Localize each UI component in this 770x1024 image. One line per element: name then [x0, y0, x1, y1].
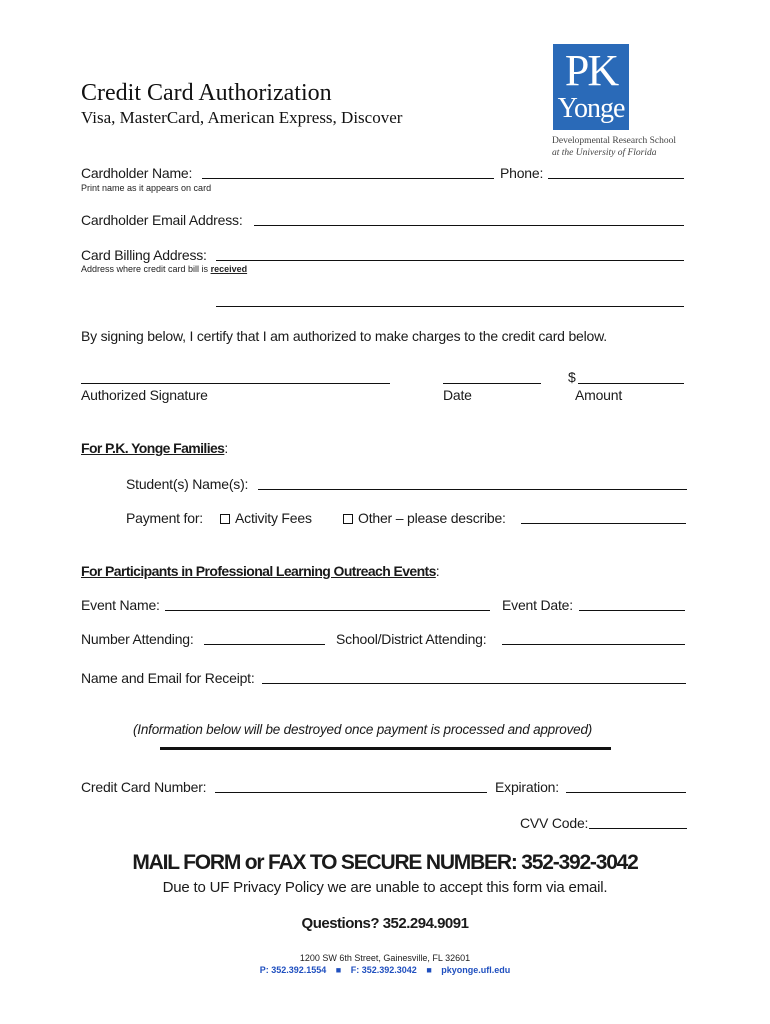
billing-hint-emphasis: received — [210, 264, 248, 274]
number-attending-label: Number Attending: — [81, 631, 194, 647]
other-checkbox[interactable] — [343, 514, 353, 524]
card-number-field[interactable] — [215, 792, 487, 793]
participants-heading — [81, 563, 440, 581]
date-field[interactable] — [443, 383, 541, 384]
expiration-field[interactable] — [566, 792, 686, 793]
other-description-field[interactable] — [521, 523, 686, 524]
certification-statement: By signing below, I certify that I am authorized to make charges to the credit card below. — [81, 328, 607, 344]
other-label: Other – please describe: — [358, 510, 506, 526]
destroy-notice: (Information below will be destroyed once payment is processed and approved) — [133, 722, 593, 737]
questions-phone: Questions? 352.294.9091 — [301, 915, 469, 932]
participants-heading-colon: : — [435, 563, 440, 579]
date-label: Date — [443, 387, 472, 403]
amount-field[interactable] — [578, 383, 684, 384]
separator-square-icon: ■ — [335, 965, 342, 975]
cardholder-name-hint: Print name as it appears on card — [81, 183, 212, 193]
billing-address-field-2[interactable] — [216, 306, 684, 307]
phone-field[interactable] — [548, 178, 684, 179]
cvv-field[interactable] — [589, 828, 687, 829]
logo-mark-bottom: Yonge — [557, 93, 625, 124]
school-address: 1200 SW 6th Street, Gainesville, FL 32601 — [299, 953, 471, 963]
students-field[interactable] — [258, 489, 687, 490]
logo-school-name: Developmental Research School — [552, 136, 676, 146]
receipt-field[interactable] — [262, 683, 686, 684]
payment-for-label: Payment for: — [126, 510, 203, 526]
contact-phone: P: 352.392.1554 — [259, 965, 327, 975]
families-heading-text: For P.K. Yonge Families — [81, 440, 225, 456]
mail-fax-instruction: MAIL FORM or FAX TO SECURE NUMBER: 352-392-3042 — [132, 851, 638, 874]
cardholder-name-label: Cardholder Name: — [81, 165, 193, 181]
contact-line — [0, 965, 770, 975]
number-attending-field[interactable] — [204, 644, 325, 645]
event-date-field[interactable] — [579, 610, 685, 611]
receipt-label: Name and Email for Receipt: — [81, 670, 255, 686]
phone-label: Phone: — [500, 165, 544, 181]
other-option[interactable] — [343, 510, 506, 526]
dollar-sign: $ — [568, 369, 576, 385]
signature-field[interactable] — [81, 383, 390, 384]
form-subtitle: Visa, MasterCard, American Express, Discover — [81, 108, 403, 127]
signature-label: Authorized Signature — [81, 387, 208, 403]
activity-fees-option[interactable] — [220, 510, 312, 526]
amount-label: Amount — [575, 387, 623, 403]
billing-address-label: Card Billing Address: — [81, 247, 207, 263]
participants-heading-text: For Participants in Professional Learning Outreach Events — [81, 563, 436, 579]
cardholder-name-field[interactable] — [202, 178, 494, 179]
cardholder-email-field[interactable] — [254, 225, 684, 226]
families-heading — [81, 440, 228, 458]
activity-fees-label: Activity Fees — [235, 510, 312, 526]
cvv-label: CVV Code: — [520, 815, 589, 831]
separator-square-icon: ■ — [426, 965, 432, 975]
notice-divider — [160, 747, 611, 750]
event-date-label: Event Date: — [502, 597, 573, 613]
billing-address-field[interactable] — [216, 260, 684, 261]
form-title: Credit Card Authorization — [81, 80, 332, 106]
event-name-field[interactable] — [165, 610, 490, 611]
school-district-label: School/District Attending: — [336, 631, 487, 647]
students-label: Student(s) Name(s): — [126, 476, 249, 492]
event-name-label: Event Name: — [81, 597, 160, 613]
school-district-field[interactable] — [502, 644, 685, 645]
expiration-label: Expiration: — [495, 779, 559, 795]
logo-mark-top: PK — [564, 46, 618, 95]
families-heading-colon: : — [224, 440, 229, 456]
cardholder-email-label: Cardholder Email Address: — [81, 212, 243, 228]
logo-university: at the University of Florida — [552, 148, 657, 158]
billing-hint-text: Address where credit card bill is — [81, 264, 211, 274]
pk-yonge-logo — [553, 44, 629, 130]
privacy-notice: Due to UF Privacy Policy we are unable to accept this form via email. — [162, 879, 608, 896]
website-link[interactable]: pkyonge.ufl.edu — [441, 965, 511, 975]
card-number-label: Credit Card Number: — [81, 779, 207, 795]
contact-fax: F: 352.392.3042 — [350, 965, 417, 975]
billing-address-hint — [81, 264, 247, 274]
activity-fees-checkbox[interactable] — [220, 514, 230, 524]
